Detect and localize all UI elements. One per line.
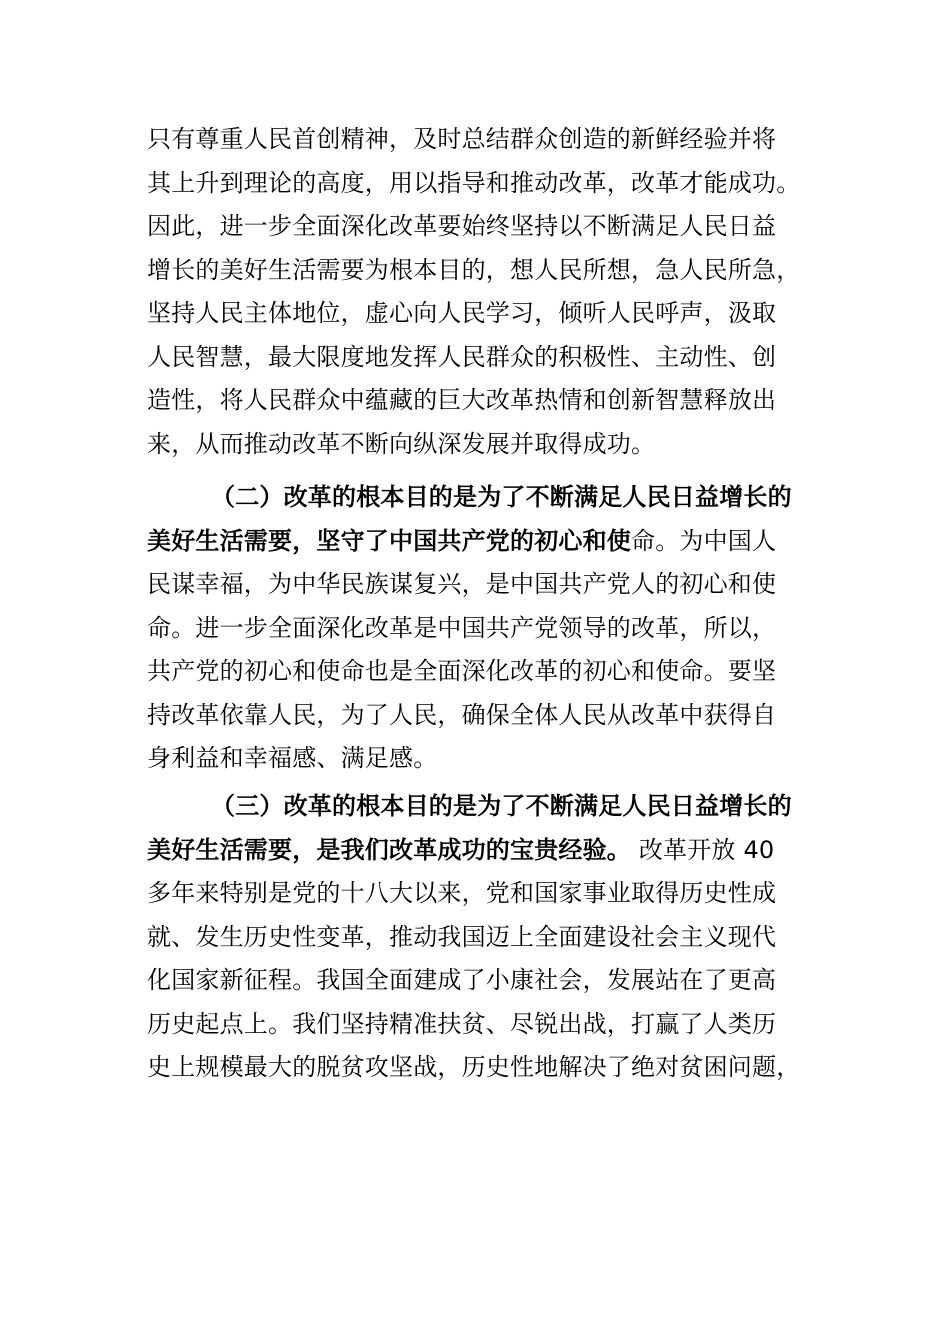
paragraph-line: 多年来特别是党的十八大以来，党和国家事业取得历史性成: [147, 879, 777, 907]
section-heading-tail: 美好生活需要，坚守了中国共产党的初心和使: [147, 526, 631, 555]
paragraph-line: 只有尊重人民首创精神，及时总结群众创造的新鲜经验并将: [147, 125, 777, 153]
paragraph-line: 持改革依靠人民，为了人民，确保全体人民从改革中获得自: [147, 700, 777, 729]
paragraph-line: 增长的美好生活需要为根本目的，想人民所想，急人民所急，: [147, 255, 801, 284]
paragraph-line: 坚持人民主体地位，虚心向人民学习，倾听人民呼声，汲取: [147, 299, 777, 327]
paragraph-line: 就、发生历史性变革，推动我国迈上全面建设社会主义现代: [147, 922, 777, 951]
paragraph-line: 共产党的初心和使命也是全面深化改革的初心和使命。要坚: [147, 657, 777, 685]
paragraph-line: [147, 520, 827, 564]
paragraph-line: 其上升到理论的高度，用以指导和推动改革，改革才能成功。: [147, 168, 801, 197]
section-heading-tail: 美好生活需要，是我们改革成功的宝贵经验。: [147, 835, 631, 864]
paragraph-line: 造性，将人民群众中蕴藏的巨大改革热情和创新智慧释放出: [147, 386, 777, 414]
paragraph-line: 命。进一步全面深化改革是中国共产党领导的改革，所以，: [147, 613, 777, 642]
paragraph-line: 身利益和幸福感、满足感。: [147, 744, 438, 772]
paragraph-1: [147, 118, 827, 466]
paragraph-line: 因此，进一步全面深化改革要始终坚持以不断满足人民日益: [147, 212, 777, 240]
paragraph-line: 史上规模最大的脱贫攻坚战，历史性地解决了绝对贫困问题，: [147, 1053, 801, 1081]
section-heading: （二）改革的根本目的是为了不断满足人民日益增长的: [211, 483, 792, 511]
paragraph-line: 民谋幸福，为中华民族谋复兴，是中国共产党人的初心和使: [147, 570, 777, 598]
paragraph-line: 来，从而推动改革不断向纵深发展并取得成功。: [147, 429, 656, 458]
paragraph-line: 人民智慧，最大限度地发挥人民群众的积极性、主动性、创: [147, 342, 777, 371]
paragraph-3: [147, 785, 827, 1090]
paragraph-text: 改革开放 40: [631, 835, 775, 864]
paragraph-line: [147, 829, 827, 873]
section-heading: （三）改革的根本目的是为了不断满足人民日益增长的: [211, 792, 792, 820]
paragraph-line: 历史起点上。我们坚持精准扶贫、尽锐出战，打赢了人类历: [147, 1009, 777, 1038]
paragraph-text: 命。为中国人: [631, 526, 777, 555]
paragraph-2: [147, 476, 827, 781]
paragraph-line: 化国家新征程。我国全面建成了小康社会，发展站在了更高: [147, 966, 777, 994]
